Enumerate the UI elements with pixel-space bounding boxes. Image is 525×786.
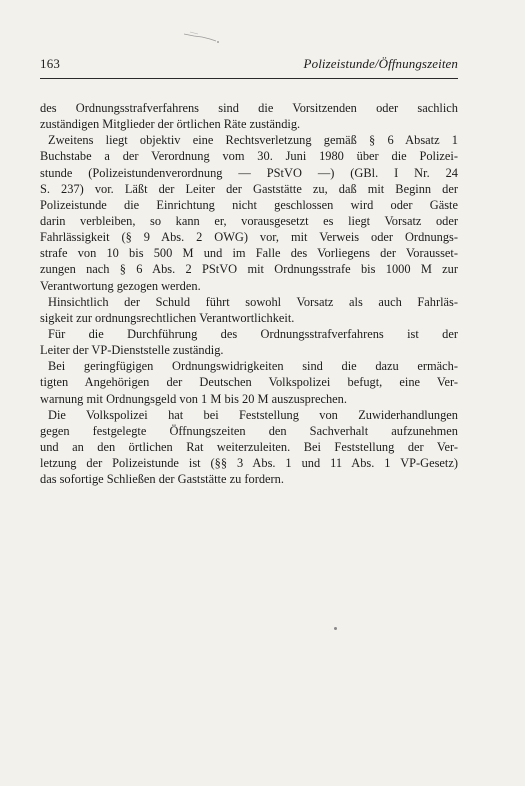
text-line: zuständigen Mitglieder der örtlichen Räte zuständig. bbox=[40, 117, 301, 132]
page-header bbox=[40, 56, 458, 76]
text-line: und an den örtlichen Rat weiterzuleiten. Bei Feststellung der Ver- bbox=[40, 439, 458, 454]
text-line: das sofortige Schließen der Gaststätte zu fordern. bbox=[40, 472, 284, 487]
paper-speck bbox=[334, 627, 337, 630]
text-line: Zweitens liegt objektiv eine Rechtsverletzung gemäß § 6 Absatz 1 bbox=[48, 133, 458, 148]
header-rule bbox=[40, 78, 458, 79]
text-line: strafe von 10 bis 500 M und im Falle des Vorliegens der Vorausset- bbox=[40, 246, 458, 261]
body-text bbox=[40, 100, 458, 487]
text-line: Buchstabe a der Verordnung vom 30. Juni 1980 über die Polizei- bbox=[40, 149, 458, 164]
text-line: Fahrlässigkeit (§ 9 Abs. 2 OWG) vor, mit Verweis oder Ordnungs- bbox=[40, 230, 458, 245]
page-number: 163 bbox=[40, 56, 61, 71]
text-line: Für die Durchführung des Ordnungsstrafverfahrens ist der bbox=[48, 326, 458, 341]
text-line: stunde (Polizeistundenverordnung — PStVO —) (GBl. I Nr. 24 bbox=[40, 165, 458, 180]
text-line: S. 237) vor. Läßt der Leiter der Gaststätte zu, daß mit Beginn der bbox=[40, 181, 458, 196]
text-line: warnung mit Ordnungsgeld von 1 M bis 20 M auszusprechen. bbox=[40, 391, 347, 406]
text-line: sigkeit zur ordnungsrechtlichen Verantwortlichkeit. bbox=[40, 310, 295, 325]
scan-smudge-mark bbox=[180, 28, 220, 44]
text-line: Hinsichtlich der Schuld führt sowohl Vorsatz als auch Fahrläs- bbox=[48, 294, 458, 309]
text-line: darin verbleiben, so kann er, vorausgesetzt es liegt Vorsatz oder bbox=[40, 213, 458, 228]
text-line: Bei geringfügigen Ordnungswidrigkeiten sind die dazu ermäch- bbox=[48, 359, 458, 374]
text-line: Die Volkspolizei hat bei Feststellung von Zuwiderhandlungen bbox=[48, 407, 458, 422]
text-line: zungen nach § 6 Abs. 2 PStVO mit Ordnungsstrafe bis 1000 M zur bbox=[40, 262, 458, 277]
text-line: Verantwortung gezogen werden. bbox=[40, 278, 201, 293]
running-title: Polizeistunde/Öffnungszeiten bbox=[303, 56, 458, 71]
text-line: gegen festgelegte Öffnungszeiten den Sachverhalt aufzunehmen bbox=[40, 423, 458, 438]
text-line: Leiter der VP-Dienststelle zuständig. bbox=[40, 343, 224, 358]
text-line: Polizeistunde die Einrichtung nicht geschlossen wird oder Gäste bbox=[40, 197, 458, 212]
text-line: letzung der Polizeistunde ist (§§ 3 Abs. 1 und 11 Abs. 1 VP-Gesetz) bbox=[40, 456, 458, 471]
text-line: des Ordnungsstrafverfahrens sind die Vorsitzenden oder sachlich bbox=[40, 101, 458, 115]
text-line: tigten Angehörigen der Deutschen Volkspolizei befugt, eine Ver- bbox=[40, 375, 458, 390]
